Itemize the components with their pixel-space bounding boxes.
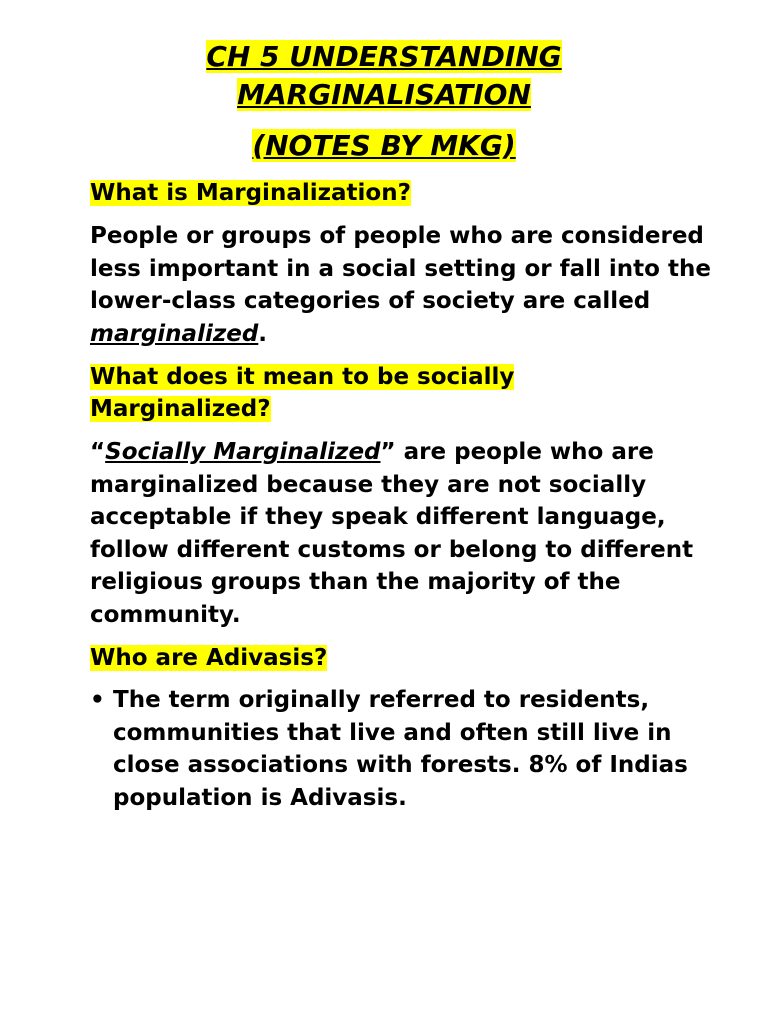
list-item: • The term originally referred to residents, communities that live and often still live in close associations with forests. 8% of Indias population is Adivasis. <box>90 684 730 814</box>
document-subtitle: (NOTES BY MKG) <box>252 129 516 162</box>
section-body-socially-marginalized: “Socially Marginalized” are people who are marginalized because they are not socially acceptable if they speak different language, follow different customs or belong to different religious groups than the majority of the community. <box>90 439 694 628</box>
bullet-icon: • <box>90 687 105 713</box>
term-marginalized: marginalized <box>90 320 259 347</box>
section-heading-socially-marginalized: What does it mean to be socially Marginalized? <box>90 364 515 422</box>
title-line-2: MARGINALISATION <box>237 78 531 111</box>
term-socially-marginalized: Socially Marginalized <box>105 439 381 465</box>
section-heading-marginalization: What is Marginalization? <box>90 180 411 206</box>
document-title <box>0 38 768 114</box>
section-heading-adivasis: Who are Adivasis? <box>90 645 328 671</box>
section-body-marginalization: People or groups of people who are considered less important in a social setting or fall into the lower-class categories of society are called marginalized. <box>90 223 711 347</box>
title-line-1: CH 5 UNDERSTANDING <box>206 40 562 73</box>
adivasis-bullet-list <box>90 684 730 814</box>
